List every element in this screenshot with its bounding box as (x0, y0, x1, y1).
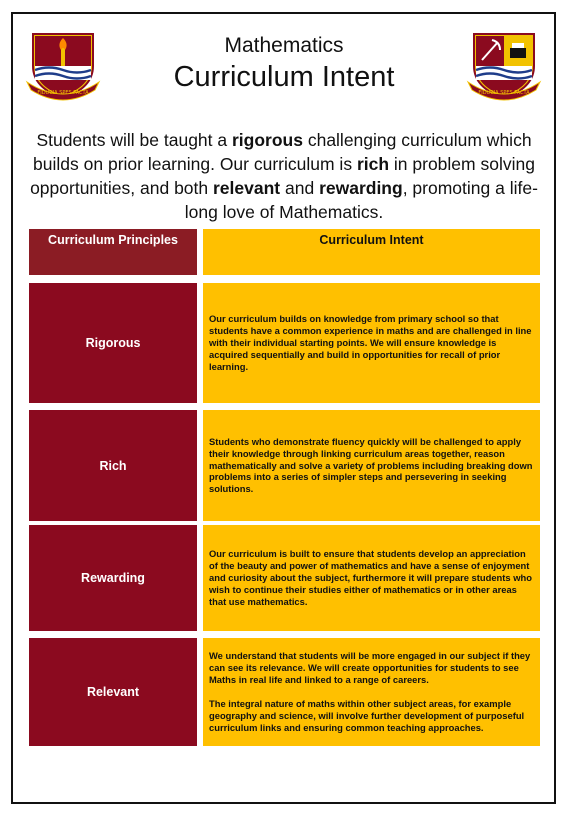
intent-relevant: We understand that students will be more engaged in our subject if they can see its relevance. We will create opportunities for students to see Maths in real life and linked to a range of careers. The integral nature of maths within other subject areas, for example geography and science, will involve further development of purposeful curriculum links and ensuring common teaching approaches. (203, 638, 540, 746)
principle-relevant: Relevant (29, 638, 197, 746)
page-title: Curriculum Intent (173, 61, 395, 93)
column-header-principles: Curriculum Principles (29, 229, 197, 275)
intent-rewarding: Our curriculum is built to ensure that students develop an appreciation of the beauty and power of mathematics and have a sense of enjoyment and curiosity about the subject, furthermore it will prepare students who wish to continue their studies either of mathematics or in other areas that use mathematics. (203, 525, 540, 631)
intent-rigorous: Our curriculum builds on knowledge from primary school so that students have a common experience in maths and are challenged in line with their individual starting points. We will ensure knowledge is acquired sequentially and build in opportunities for recall of prior learning. (203, 283, 540, 403)
crest-motto-left: FIDUCIA SPES FACTA (37, 90, 89, 96)
pickaxe-crest-icon (466, 26, 542, 102)
torch-crest-icon (25, 26, 101, 102)
principle-rigorous: Rigorous (29, 283, 197, 403)
intent-rich: Students who demonstrate fluency quickly will be challenged to apply their knowledge through linking curriculum areas together, reason mathematically and solve a variety of problems including breaking down problems into a series of simpler steps and persevering in seeking solutions. (203, 410, 540, 521)
column-header-intent: Curriculum Intent (203, 229, 540, 275)
intro-statement: Students will be taught a rigorous challenging curriculum which builds on prior learning. Our curriculum is rich in problem solving opportunities, and both relevant and rewarding, promoting a life-long love of Mathematics. (30, 130, 538, 222)
principle-rewarding: Rewarding (29, 525, 197, 631)
crest-motto-right: FIDUCIA SPES FACTA (478, 90, 530, 96)
page-subject: Mathematics (224, 34, 344, 57)
principle-rich: Rich (29, 410, 197, 521)
